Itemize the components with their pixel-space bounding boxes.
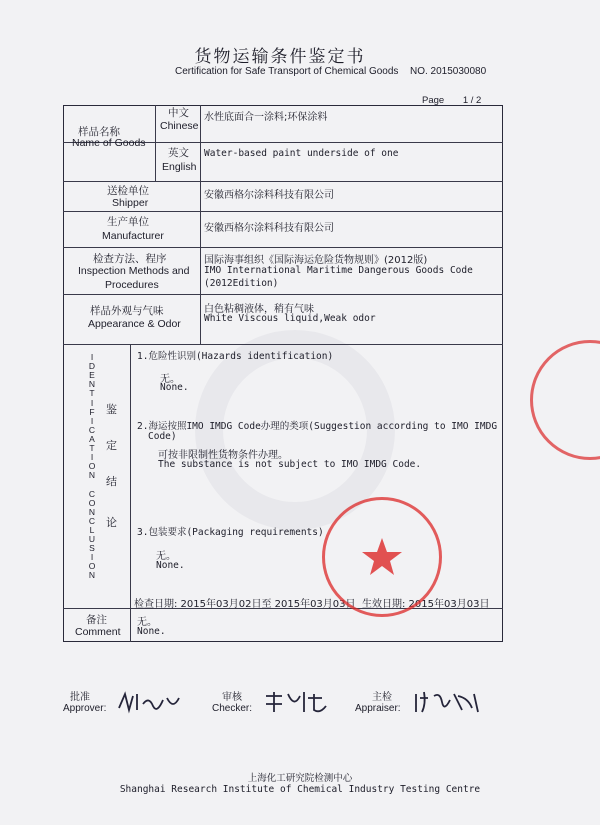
appraiser-label-en: Appraiser: xyxy=(355,703,401,714)
vertical-letter: I xyxy=(90,552,94,563)
vertical-letter: C xyxy=(88,515,96,526)
cell-divider xyxy=(155,142,200,143)
shipper-label-en: Shipper xyxy=(112,197,149,209)
english-label-cn: 英文 xyxy=(168,147,189,159)
imdg-suggestion-title-1: 2.海运按照IMO IMDG Code办理的类项(Suggestion according to IMO IMDG xyxy=(137,421,498,432)
page-label: Page xyxy=(422,95,445,106)
shipper-label-cn: 送检单位 xyxy=(107,185,149,197)
vertical-letter: U xyxy=(88,534,96,544)
checker-label-cn: 审核 xyxy=(222,692,242,703)
row-divider xyxy=(63,181,503,182)
vertical-letter: E xyxy=(89,370,95,381)
imdg-suggestion-en: The substance is not subject to IMO IMDG Code. xyxy=(158,459,422,470)
partial-seal xyxy=(530,340,600,460)
chinese-label-cn: 中文 xyxy=(168,107,189,119)
packaging-requirements-title: 3.包装要求(Packaging requirements) xyxy=(137,527,324,538)
vertical-letter: T xyxy=(89,388,95,399)
vertical-char-cn: 鉴 xyxy=(106,403,117,416)
vertical-letter: L xyxy=(89,524,95,535)
checker-label-en: Checker: xyxy=(212,703,253,714)
title-english: Certification for Safe Transport of Chemical Goods xyxy=(175,66,399,77)
hazard-identification-title: 1.危险性识别(Hazards identification) xyxy=(137,351,334,362)
manufacturer-value: 安徽西格尔涂料科技有限公司 xyxy=(204,223,334,234)
vertical-letter: I xyxy=(90,397,94,408)
comment-value-en: None. xyxy=(137,626,166,637)
comment-label-en: Comment xyxy=(75,626,121,638)
packaging-requirements-cn: 无。 xyxy=(156,551,176,562)
row-divider xyxy=(63,344,503,345)
certificate-number: NO. 2015030080 xyxy=(410,66,487,77)
footer-institute-cn: 上海化工研究院检测中心 xyxy=(247,773,353,784)
appraiser-signature xyxy=(412,688,482,721)
row-divider xyxy=(63,294,503,295)
checker-signature xyxy=(262,688,332,721)
vertical-letter: I xyxy=(90,352,94,362)
vertical-letter: O xyxy=(88,561,96,572)
goods-chinese-value: 水性底面合一涂料;环保涂料 xyxy=(204,112,328,123)
vertical-letter: I xyxy=(90,415,94,426)
vertical-letter: C xyxy=(88,488,96,499)
manufacturer-label-en: Manufacturer xyxy=(102,230,164,242)
column-divider xyxy=(200,105,201,344)
appraiser-label-cn: 主检 xyxy=(372,692,392,703)
appearance-label-en: Appearance & Odor xyxy=(88,318,181,330)
vertical-letter: N xyxy=(88,506,96,517)
inspection-value-en-1: IMO International Maritime Dangerous Goods Code xyxy=(204,265,473,276)
vertical-letter: N xyxy=(88,379,96,390)
official-seal xyxy=(322,497,442,617)
goods-label-cn: 样品名称 xyxy=(78,126,120,138)
chinese-label-en: Chinese xyxy=(160,120,199,132)
vertical-letter: N xyxy=(88,470,96,481)
row-divider xyxy=(63,211,503,212)
title-chinese: 货物运输条件鉴定书 xyxy=(194,47,366,67)
appearance-value-cn: 白色粘稠液体，稍有气味 xyxy=(204,304,314,315)
vertical-letter: D xyxy=(88,361,96,372)
vertical-letter: F xyxy=(89,406,95,417)
hazard-identification-en: None. xyxy=(160,382,189,393)
appearance-value-en: White Viscous liquid,Weak odor xyxy=(204,313,376,324)
inspection-label-en-1: Inspection Methods and xyxy=(78,265,190,277)
vertical-letter: T xyxy=(89,443,95,453)
approver-label-cn: 批准 xyxy=(70,692,90,703)
imdg-suggestion-title-2: Code) xyxy=(148,431,177,442)
packaging-requirements-en: None. xyxy=(156,560,185,571)
manufacturer-label-cn: 生产单位 xyxy=(107,216,149,228)
goods-english-value: Water-based paint underside of one xyxy=(204,148,399,159)
inspection-value-en-2: (2012Edition) xyxy=(204,278,279,289)
appearance-label-cn: 样品外观与气味 xyxy=(90,305,164,317)
vertical-letter: A xyxy=(89,433,95,444)
approver-signature xyxy=(115,688,185,721)
inspection-label-cn: 检查方法、程序 xyxy=(93,253,167,265)
goods-label-en: Name of Goods xyxy=(72,137,146,149)
inspection-value-cn: 国际海事组织《国际海运危险货物规则》(2012版) xyxy=(204,255,428,266)
hazard-identification-cn: 无。 xyxy=(160,374,180,385)
vertical-letter: C xyxy=(88,424,96,435)
vertical-letter: I xyxy=(90,452,94,463)
inspection-label-en-2: Procedures xyxy=(105,279,159,291)
vertical-char-cn: 结 xyxy=(106,475,117,488)
vertical-char-cn: 定 xyxy=(106,439,117,452)
column-divider xyxy=(130,344,131,642)
approver-label-en: Approver: xyxy=(63,703,107,714)
page-value: 1 / 2 xyxy=(462,95,482,106)
footer-institute-en: Shanghai Research Institute of Chemical Industry Testing Centre xyxy=(119,784,481,795)
imdg-suggestion-cn: 可按非限制性货物条件办理。 xyxy=(158,450,288,461)
vertical-letter: O xyxy=(88,497,96,508)
effective-date: 生效日期: 2015年03月03日 xyxy=(362,599,490,610)
seal-star-icon xyxy=(325,500,439,614)
vertical-letter: N xyxy=(88,570,96,581)
comment-value-cn: 无。 xyxy=(137,617,157,628)
comment-label-cn: 备注 xyxy=(86,614,107,626)
vertical-letter: O xyxy=(88,461,96,472)
vertical-char-cn: 论 xyxy=(106,516,117,529)
shipper-value: 安徽西格尔涂料科技有限公司 xyxy=(204,190,334,201)
vertical-letter: S xyxy=(89,543,95,554)
english-label-en: English xyxy=(162,161,197,173)
check-date: 检查日期: 2015年03月02日至 2015年03月03日 xyxy=(134,599,356,610)
column-divider xyxy=(155,105,156,181)
row-divider xyxy=(63,247,503,248)
